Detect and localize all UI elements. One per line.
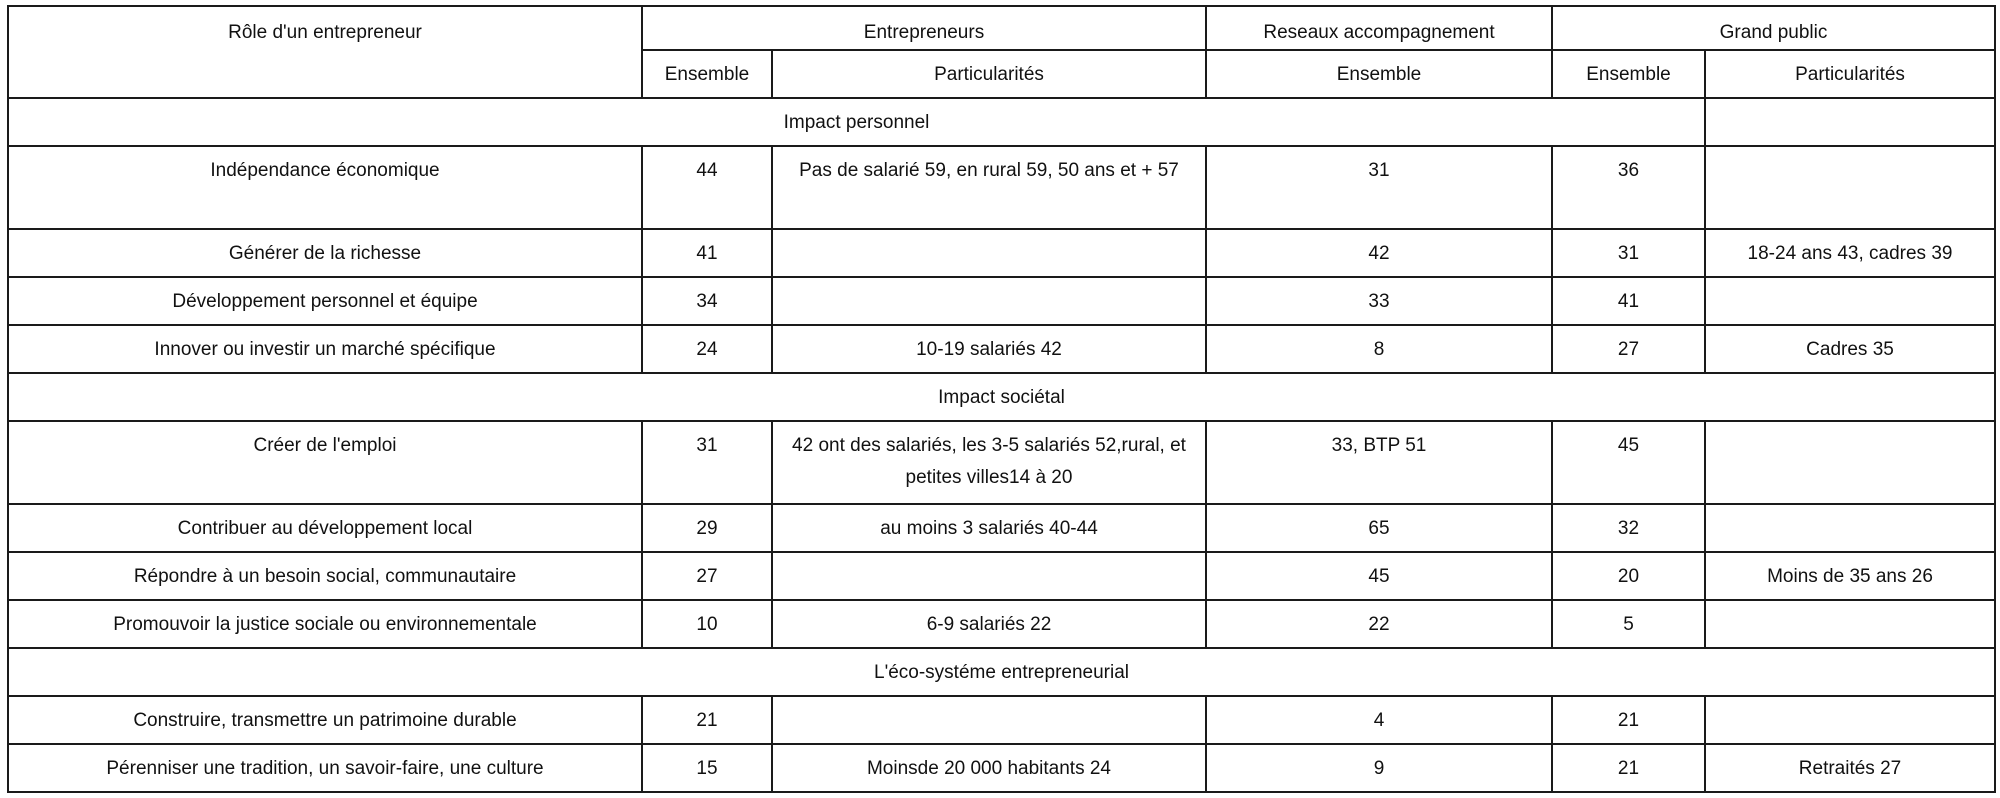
cell-ent-particularites: Pas de salarié 59, en rural 59, 50 ans et + 57 <box>772 146 1206 229</box>
section-empty-cell <box>1705 98 1995 146</box>
table-row <box>8 504 1995 552</box>
cell-gp-particularites: Retraités 27 <box>1705 744 1995 792</box>
cell-ent-particularites: 10-19 salariés 42 <box>772 325 1206 373</box>
cell-ent-ensemble: 27 <box>642 552 772 600</box>
table-row <box>8 325 1995 373</box>
header-res-ensemble: Ensemble <box>1206 50 1552 98</box>
cell-ent-particularites <box>772 696 1206 744</box>
section-title: L'éco-systéme entrepreneurial <box>8 648 1995 696</box>
cell-ent-ensemble: 44 <box>642 146 772 229</box>
cell-role: Développement personnel et équipe <box>8 277 642 325</box>
cell-gp-particularites <box>1705 696 1995 744</box>
cell-res-ensemble: 31 <box>1206 146 1552 229</box>
table-row <box>8 600 1995 648</box>
cell-gp-particularites: Cadres 35 <box>1705 325 1995 373</box>
section-title: Impact personnel <box>8 98 1705 146</box>
table-row <box>8 229 1995 277</box>
cell-ent-particularites <box>772 552 1206 600</box>
cell-ent-particularites <box>772 229 1206 277</box>
table-row <box>8 421 1995 504</box>
cell-role: Créer de l'emploi <box>8 421 642 504</box>
header-ent-ensemble: Ensemble <box>642 50 772 98</box>
cell-ent-particularites: 6-9 salariés 22 <box>772 600 1206 648</box>
cell-role: Construire, transmettre un patrimoine durable <box>8 696 642 744</box>
cell-gp-ensemble: 36 <box>1552 146 1705 229</box>
cell-ent-particularites: 42 ont des salariés, les 3-5 salariés 52,rural, et petites villes14 à 20 <box>772 421 1206 504</box>
cell-res-ensemble: 33 <box>1206 277 1552 325</box>
section-row <box>8 648 1995 696</box>
cell-res-ensemble: 4 <box>1206 696 1552 744</box>
cell-ent-particularites: au moins 3 salariés 40-44 <box>772 504 1206 552</box>
section-row <box>8 373 1995 421</box>
cell-gp-particularites <box>1705 504 1995 552</box>
cell-gp-ensemble: 21 <box>1552 696 1705 744</box>
header-entrepreneurs: Entrepreneurs <box>642 6 1206 50</box>
cell-res-ensemble: 22 <box>1206 600 1552 648</box>
cell-gp-ensemble: 45 <box>1552 421 1705 504</box>
header-role: Rôle d'un entrepreneur <box>8 6 642 98</box>
table-row <box>8 277 1995 325</box>
cell-res-ensemble: 9 <box>1206 744 1552 792</box>
table-row <box>8 696 1995 744</box>
cell-ent-ensemble: 41 <box>642 229 772 277</box>
cell-ent-ensemble: 31 <box>642 421 772 504</box>
cell-ent-particularites: Moinsde 20 000 habitants 24 <box>772 744 1206 792</box>
cell-gp-particularites <box>1705 600 1995 648</box>
cell-gp-particularites: 18-24 ans 43, cadres 39 <box>1705 229 1995 277</box>
cell-role: Innover ou investir un marché spécifique <box>8 325 642 373</box>
cell-gp-ensemble: 21 <box>1552 744 1705 792</box>
cell-gp-particularites <box>1705 421 1995 504</box>
cell-res-ensemble: 45 <box>1206 552 1552 600</box>
header-reseaux: Reseaux accompagnement <box>1206 6 1552 50</box>
cell-res-ensemble: 42 <box>1206 229 1552 277</box>
header-gp-particularites: Particularités <box>1705 50 1995 98</box>
cell-ent-ensemble: 29 <box>642 504 772 552</box>
header-row-top <box>8 6 1995 50</box>
header-gp-ensemble: Ensemble <box>1552 50 1705 98</box>
cell-gp-particularites <box>1705 277 1995 325</box>
cell-gp-ensemble: 41 <box>1552 277 1705 325</box>
section-title: Impact sociétal <box>8 373 1995 421</box>
cell-gp-particularites <box>1705 146 1995 229</box>
cell-role: Contribuer au développement local <box>8 504 642 552</box>
section-row <box>8 98 1995 146</box>
cell-gp-ensemble: 20 <box>1552 552 1705 600</box>
cell-ent-ensemble: 21 <box>642 696 772 744</box>
cell-role: Indépendance économique <box>8 146 642 229</box>
table-row <box>8 744 1995 792</box>
cell-ent-ensemble: 15 <box>642 744 772 792</box>
header-ent-particularites: Particularités <box>772 50 1206 98</box>
cell-ent-ensemble: 24 <box>642 325 772 373</box>
cell-ent-ensemble: 10 <box>642 600 772 648</box>
cell-role: Générer de la richesse <box>8 229 642 277</box>
cell-ent-particularites <box>772 277 1206 325</box>
cell-gp-ensemble: 32 <box>1552 504 1705 552</box>
header-grand-public: Grand public <box>1552 6 1995 50</box>
cell-role: Pérenniser une tradition, un savoir-faire, une culture <box>8 744 642 792</box>
cell-role: Répondre à un besoin social, communautaire <box>8 552 642 600</box>
cell-res-ensemble: 65 <box>1206 504 1552 552</box>
results-table <box>7 5 1996 793</box>
cell-gp-ensemble: 27 <box>1552 325 1705 373</box>
cell-gp-ensemble: 31 <box>1552 229 1705 277</box>
cell-res-ensemble: 33, BTP 51 <box>1206 421 1552 504</box>
cell-role: Promouvoir la justice sociale ou environnementale <box>8 600 642 648</box>
cell-ent-ensemble: 34 <box>642 277 772 325</box>
cell-res-ensemble: 8 <box>1206 325 1552 373</box>
cell-gp-ensemble: 5 <box>1552 600 1705 648</box>
table-row <box>8 146 1995 229</box>
table-row <box>8 552 1995 600</box>
cell-gp-particularites: Moins de 35 ans 26 <box>1705 552 1995 600</box>
